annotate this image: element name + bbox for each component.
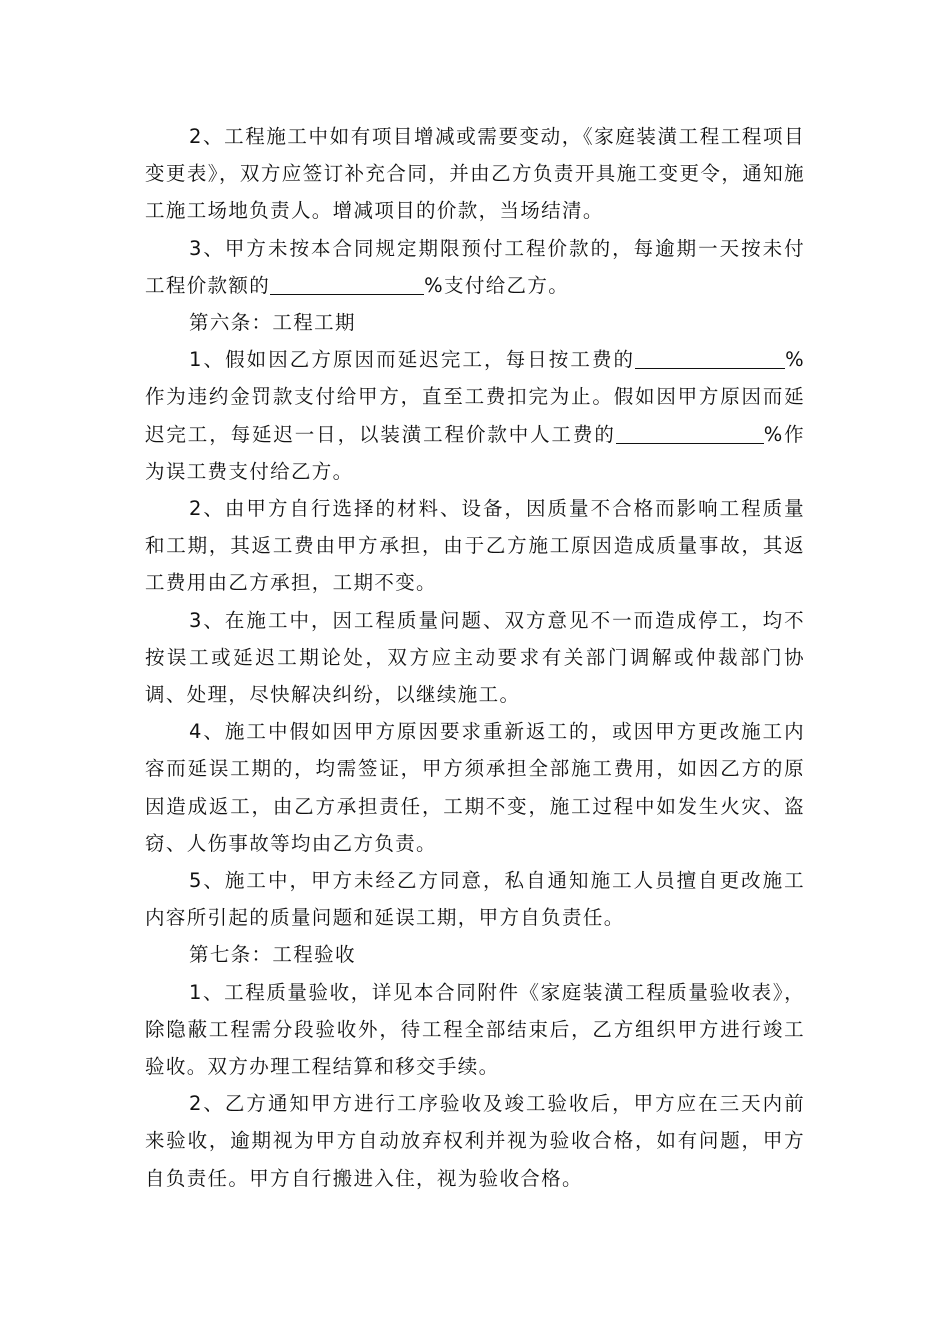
- paragraph-quality-acceptance: [145, 974, 805, 1086]
- paragraph-text: 2、工程施工中如有项目增减或需要变动，《家庭装潢工程工程项目变更表》，双方应签订补充合同，并由乙方负责开具施工变更令，通知施工施工场地负责人。增减项目的价款，当场结清。: [145, 125, 805, 223]
- paragraph-change-order: [145, 118, 805, 230]
- paragraph-rework: [145, 713, 805, 862]
- paragraph-unauthorized-change: [145, 862, 805, 936]
- paragraph-text: 2、乙方通知甲方进行工序验收及竣工验收后，甲方应在三天内前来验收，逾期视为甲方自动放弃权利并视为验收合格，如有问题，甲方自负责任。甲方自行搬进入住，视为验收合格。: [145, 1092, 805, 1190]
- paragraph-text: 1、假如因乙方原因而延迟完工，每日按工费的: [189, 348, 636, 372]
- paragraph-text: 5、施工中，甲方未经乙方同意，私自通知施工人员擅自更改施工内容所引起的质量问题和延误工期，甲方自负责任。: [145, 869, 805, 930]
- fill-in-blank[interactable]: [616, 423, 712, 444]
- fill-in-blank[interactable]: [270, 274, 424, 295]
- section-heading-schedule: 第六条：工程工期: [189, 311, 356, 335]
- paragraph-text: 3、甲方未按本合同规定期限预付工程价款的，每逾期一天按未付工程价款额的: [145, 236, 805, 297]
- paragraph-text: 1、工程质量验收，详见本合同附件《家庭装潢工程质量验收表》，除隐蔽工程需分段验收外，待工程全部结束后，乙方组织甲方进行竣工验收。双方办理工程结算和移交手续。: [145, 980, 805, 1079]
- paragraph-text: %作为误工费支付给乙方。: [145, 422, 805, 483]
- fill-in-blank[interactable]: [712, 423, 764, 444]
- paragraph-text: 3、在施工中，因工程质量问题、双方意见不一而造成停工，均不按误工或延迟工期论处，双方应主动要求有关部门调解或仲裁部门协调、处理，尽快解决纠纷，以继续施工。: [145, 608, 805, 707]
- contract-body: [145, 118, 805, 1197]
- paragraph-delay-penalty: [145, 341, 805, 490]
- paragraph-text: %支付给乙方。: [424, 273, 570, 297]
- section-heading-acceptance: 第七条：工程验收: [189, 943, 356, 967]
- paragraph-acceptance-deadline: [145, 1085, 805, 1197]
- paragraph-dispute: [145, 602, 805, 714]
- fill-in-blank[interactable]: [635, 348, 785, 369]
- paragraph-late-payment: [145, 230, 805, 304]
- paragraph-text: 2、由甲方自行选择的材料、设备，因质量不合格而影响工程质量和工期，其返工费由甲方承担，由于乙方施工原因造成质量事故，其返工费用由乙方承担，工期不变。: [145, 497, 805, 595]
- paragraph-text: 4、施工中假如因甲方原因要求重新返工的，或因甲方更改施工内容而延误工期的，均需签证，甲方须承担全部施工费用，如因乙方的原因造成返工，由乙方承担责任，工期不变，施工过程中如发生火灾、盗窃、人伤事故等均由乙方负责。: [145, 720, 805, 855]
- paragraph-material-quality: [145, 490, 805, 602]
- paragraph-text: %作为违约金罚款支付给甲方，直至工费扣完为止。假如因甲方原因而延迟完工，每延迟一日，以装潢工程价款中人工费的: [145, 348, 805, 446]
